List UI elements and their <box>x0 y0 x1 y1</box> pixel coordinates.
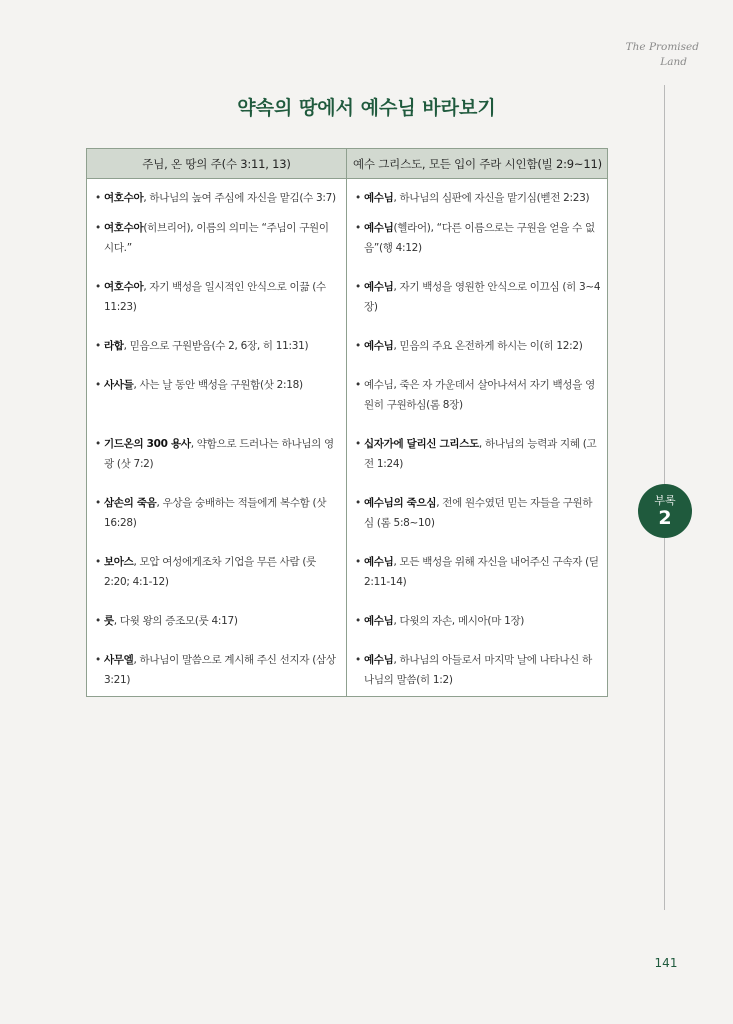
cell-description: , 모압 여성에게조차 기업을 무른 사람 (룻 2:20; 4:1-12) <box>104 555 317 588</box>
table-cell-right: • 예수님, 하나님의 심판에 자신을 맡기심(벧전 2:23) <box>347 179 608 218</box>
cell-subject: 여호수아 <box>103 192 144 204</box>
column-header-right: 예수 그리스도, 모든 입이 주라 시인함(빌 2:9~11) <box>347 149 608 179</box>
cell-subject: 삼손의 죽음 <box>103 496 157 509</box>
table-cell-right: • 예수님, 하나님의 아들로서 마지막 날에 나타나신 하나님의 말씀(히 1:2) <box>347 650 608 697</box>
cell-subject: 사사들 <box>103 378 134 391</box>
table-cell-left: • 기드온의 300 용사, 약함으로 드러나는 하나님의 영광 (삿 7:2) <box>95 437 334 470</box>
cell-subject: 예수님의 죽으심 <box>363 496 437 509</box>
cell-subject: 기드온의 300 용사 <box>103 437 191 450</box>
cell-subject: 예수님 <box>363 221 394 234</box>
cell-description: , 우상을 숭배하는 적들에게 복수함 (삿 16:28) <box>104 496 327 529</box>
cell-subject: 예수님 <box>363 339 394 352</box>
table-cell-left: • 여호수아, 자기 백성을 일시적인 안식으로 이끎 (수 11:23) <box>95 280 326 313</box>
table-cell-right: • 예수님, 자기 백성을 영원한 안식으로 이끄심 (히 3~4장) <box>347 277 608 336</box>
table-cell-right: • 예수님, 믿음의 주요 온전하게 하시는 이(히 12:2) <box>347 336 608 375</box>
table-row <box>87 179 608 218</box>
table-row <box>87 336 608 375</box>
cell-subject: 룻 <box>103 614 114 627</box>
table-row <box>87 218 608 277</box>
cell-description: , 다윗의 자손, 메시아(마 1장) <box>393 614 525 627</box>
cell-description: , 자기 백성을 영원한 안식으로 이끄심 (히 3~4장) <box>364 280 601 313</box>
cell-subject: 예수님 <box>363 614 394 627</box>
table-cell-left: • 여호수아(히브리어), 이름의 의미는 “주님이 구원이 시다.” <box>95 221 329 254</box>
table-cell-right: • 예수님, 죽은 자 가운데서 살아나셔서 자기 백성을 영원히 구원하심(롬 8장) <box>347 375 608 434</box>
cell-subject: 사무엘 <box>103 653 134 666</box>
cell-description: , 자기 백성을 일시적인 안식으로 이끎 (수 11:23) <box>104 280 326 313</box>
cell-description: , 하나님의 능력과 지혜 (고전 1:24) <box>364 437 597 470</box>
cell-subject: 여호수아 <box>103 280 144 293</box>
table-row <box>87 493 608 552</box>
cell-subject: 보아스 <box>103 555 134 568</box>
table-cell-left: • 사무엘, 하나님이 말씀으로 계시해 주신 선지자 (삼상 3:21) <box>95 653 336 686</box>
table-row <box>87 611 608 650</box>
table-row <box>87 434 608 493</box>
column-header-left: 주님, 온 땅의 주(수 3:11, 13) <box>87 149 347 179</box>
cell-subject: 예수님 <box>363 653 394 666</box>
appendix-badge-label: 부록 <box>654 494 676 507</box>
table-cell-left: • 사사들, 사는 날 동안 백성을 구원함(삿 2:18) <box>95 378 303 391</box>
cell-description: (헬라어), “다른 이름으로는 구원을 얻을 수 없음”(행 4:12) <box>364 221 595 254</box>
cell-description: , 모든 백성을 위해 자신을 내어주신 구속자 (딛 2:11-14) <box>364 555 599 588</box>
cell-description: , 하나님의 심판에 자신을 맡기심(벧전 2:23) <box>393 192 590 204</box>
cell-description: , 믿음으로 구원받음(수 2, 6장, 히 11:31) <box>123 339 309 352</box>
cell-subject: 여호수아 <box>103 221 144 234</box>
cell-description: , 약함으로 드러나는 하나님의 영광 (삿 7:2) <box>104 437 334 470</box>
table-cell-left: • 여호수아, 하나님의 높여 주심에 자신을 맡김(수 3:7) <box>95 192 336 204</box>
cell-subject: 예수님 <box>363 192 394 204</box>
running-head <box>579 40 699 70</box>
cell-description: , 믿음의 주요 온전하게 하시는 이(히 12:2) <box>393 339 583 352</box>
table-cell-right: • 예수님의 죽으심, 전에 원수였던 믿는 자들을 구원하심 (롬 5:8~10) <box>347 493 608 552</box>
appendix-badge-number: 2 <box>658 507 672 529</box>
cell-description: , 사는 날 동안 백성을 구원함(삿 2:18) <box>133 378 303 391</box>
comparison-table <box>86 148 608 697</box>
cell-description: , 하나님의 아들로서 마지막 날에 나타나신 하나님의 말씀(히 1:2) <box>364 653 592 686</box>
cell-description: (히브리어), 이름의 의미는 “주님이 구원이 시다.” <box>104 221 329 254</box>
cell-subject: 십자가에 달리신 그리스도 <box>363 437 479 450</box>
appendix-badge <box>638 484 692 538</box>
cell-description: 예수님, 죽은 자 가운데서 살아나셔서 자기 백성을 영원히 구원하심(롬 8장) <box>363 378 595 411</box>
page-title: 약속의 땅에서 예수님 바라보기 <box>237 97 496 119</box>
table-cell-right: • 십자가에 달리신 그리스도, 하나님의 능력과 지혜 (고전 1:24) <box>347 434 608 493</box>
cell-description: , 하나님의 높여 주심에 자신을 맡김(수 3:7) <box>143 192 336 204</box>
cell-description: , 다윗 왕의 증조모(룻 4:17) <box>113 614 238 627</box>
table-cell-left: • 라합, 믿음으로 구원받음(수 2, 6장, 히 11:31) <box>95 339 309 352</box>
table-cell-left: • 룻, 다윗 왕의 증조모(룻 4:17) <box>95 614 238 627</box>
table-cell-left: • 삼손의 죽음, 우상을 숭배하는 적들에게 복수함 (삿 16:28) <box>95 496 327 529</box>
table-body <box>87 179 608 697</box>
table-cell-right: • 예수님(헬라어), “다른 이름으로는 구원을 얻을 수 없음”(행 4:12) <box>347 218 608 277</box>
cell-subject: 예수님 <box>363 280 394 293</box>
page-number: 141 <box>654 956 678 970</box>
table-cell-right: • 예수님, 모든 백성을 위해 자신을 내어주신 구속자 (딛 2:11-14) <box>347 552 608 611</box>
table-header-row <box>87 149 608 179</box>
cell-subject: 라합 <box>103 339 124 352</box>
running-head-line2: Land <box>660 56 687 68</box>
table-cell-left: • 보아스, 모압 여성에게조차 기업을 무른 사람 (룻 2:20; 4:1-12) <box>95 555 317 588</box>
table-cell-right: • 예수님, 다윗의 자손, 메시아(마 1장) <box>347 611 608 650</box>
running-head-line1: The Promised <box>625 41 699 53</box>
cell-description: , 전에 원수였던 믿는 자들을 구원하심 (롬 5:8~10) <box>364 496 593 529</box>
cell-description: , 하나님이 말씀으로 계시해 주신 선지자 (삼상 3:21) <box>104 653 336 686</box>
cell-subject: 예수님 <box>363 555 394 568</box>
table-row <box>87 277 608 336</box>
table-row <box>87 650 608 697</box>
table-row <box>87 375 608 434</box>
table-row <box>87 552 608 611</box>
